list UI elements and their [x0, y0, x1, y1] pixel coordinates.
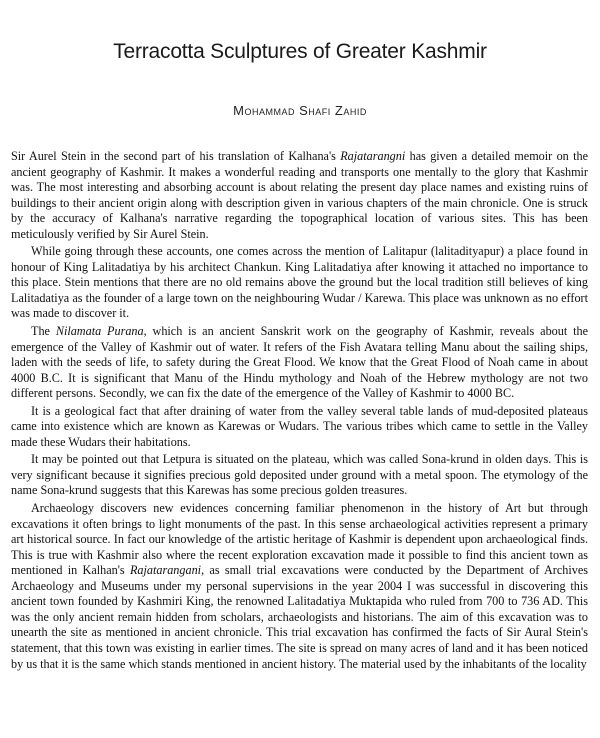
- paragraph-text: Archaeology discovers new evidences concerning familiar phenomenon in the history of Art but through excavations it often brings to light monuments of the past. In this sense archaeological activities represent a primary art historical source. In fact our knowledge of the artistic heritage of Kashmir is dependent upon archaeological finds. This is true with Kashmir also where the recent exploration excavation made it possible to find this ancient town as mentioned in Kalhan's: [11, 501, 588, 578]
- paragraph-text: has given a detailed memoir on the ancient geography of Kashmir. It makes a wonderful reading and transports one mentally to the glory that Kashmir was. The most interesting and absorbing account is about relating the present day place names and existing ruins of buildings to their ancient origin along with description given in various chapters of the main chronicle. One is struck by the accuracy of Kalhana's narrative regarding the topographical location of various sites. This has been meticulously verified by Sir Aurel Stein.: [11, 149, 588, 241]
- paragraph-text: , as small trial excavations were conducted by the Department of Archives Archaeology and Museums under my personal supervisions in the year 2004 I was successful in discovering this ancient town founded by Kashmiri King, the renowned Lalitadatiya Muktapida who ruled from 700 to 736 AD. This was the only ancient remain hidden from scholars, archaeologists and historians. The aim of this excavation was to unearth the site as mentioned in ancient chronicle. This trial excavation has confirmed the facts of Sir Aural Stein's statement, that this town was existing in earlier times. The site is spread on many acres of land and it has been noticed by us that it is the same which stands mentioned in ancient history. The material used by the inhabitants of the locality: [11, 563, 588, 671]
- article-body: [11, 149, 588, 672]
- author-name: Mohammad Shafi Zahid: [233, 103, 367, 118]
- paragraph: [11, 324, 588, 402]
- italic-title: Nilamata Purana: [55, 324, 144, 339]
- paragraph: [11, 244, 588, 322]
- paragraph-text: , which is an ancient Sanskrit work on the geography of Kashmir, reveals about the emergence of the Valley of Kashmir out of water. It refers of the Fish Avatara telling Manu about the sailing ships, laden with the seeds of life, to safety during the Great Flood. We know that the Great Flood of Noah came in about 4000 B.C. It is significant that Manu of the Hindu mythology and Noah of the Hebrew mythology are not two different persons. Secondly, we can fix the date of the emergence of the Valley of Kashmir to 4000 BC.: [11, 324, 588, 401]
- paragraph-text: While going through these accounts, one comes across the mention of Lalitapur (lalitadityapur) a place found in honour of King Lalitadatiya by his architect Chankun. King Lalitadatiya after knowing it attached no importance to this place. Stein mentions that there are no old remains above the ground but the local tradition still believes of king Lalitadatiya as the founder of a large town on the neighbouring Wudar / Karewa. This place was unknown as no effort was made to discover it.: [11, 244, 588, 321]
- paragraph: [11, 452, 588, 499]
- paragraph: [11, 149, 588, 242]
- paragraph-text: Sir Aurel Stein in the second part of his translation of Kalhana's: [11, 149, 341, 163]
- italic-title: Rajatarangani: [129, 563, 202, 578]
- italic-title: Rajatarangni: [340, 149, 406, 163]
- paragraph: [11, 404, 588, 451]
- paragraph-text: It is a geological fact that after draining of water from the valley several table lands of mud-deposited plateaus came into existence which are known as Karewas or Wudars. The various tribes which came to settle in the Valley made these Wudars their habitations.: [11, 403, 588, 449]
- paragraph: [11, 501, 588, 672]
- article-title: Terracotta Sculptures of Greater Kashmir: [113, 40, 487, 63]
- paragraph-text: It may be pointed out that Letpura is situated on the plateau, which was called Sona-krund in olden days. This is very significant because it signifies precious gold deposited under ground with a metal spoon. The etymology of the name Sona-krund suggests that this Karewas has some precious golden treasures.: [11, 452, 588, 498]
- paragraph-text: The: [31, 324, 56, 339]
